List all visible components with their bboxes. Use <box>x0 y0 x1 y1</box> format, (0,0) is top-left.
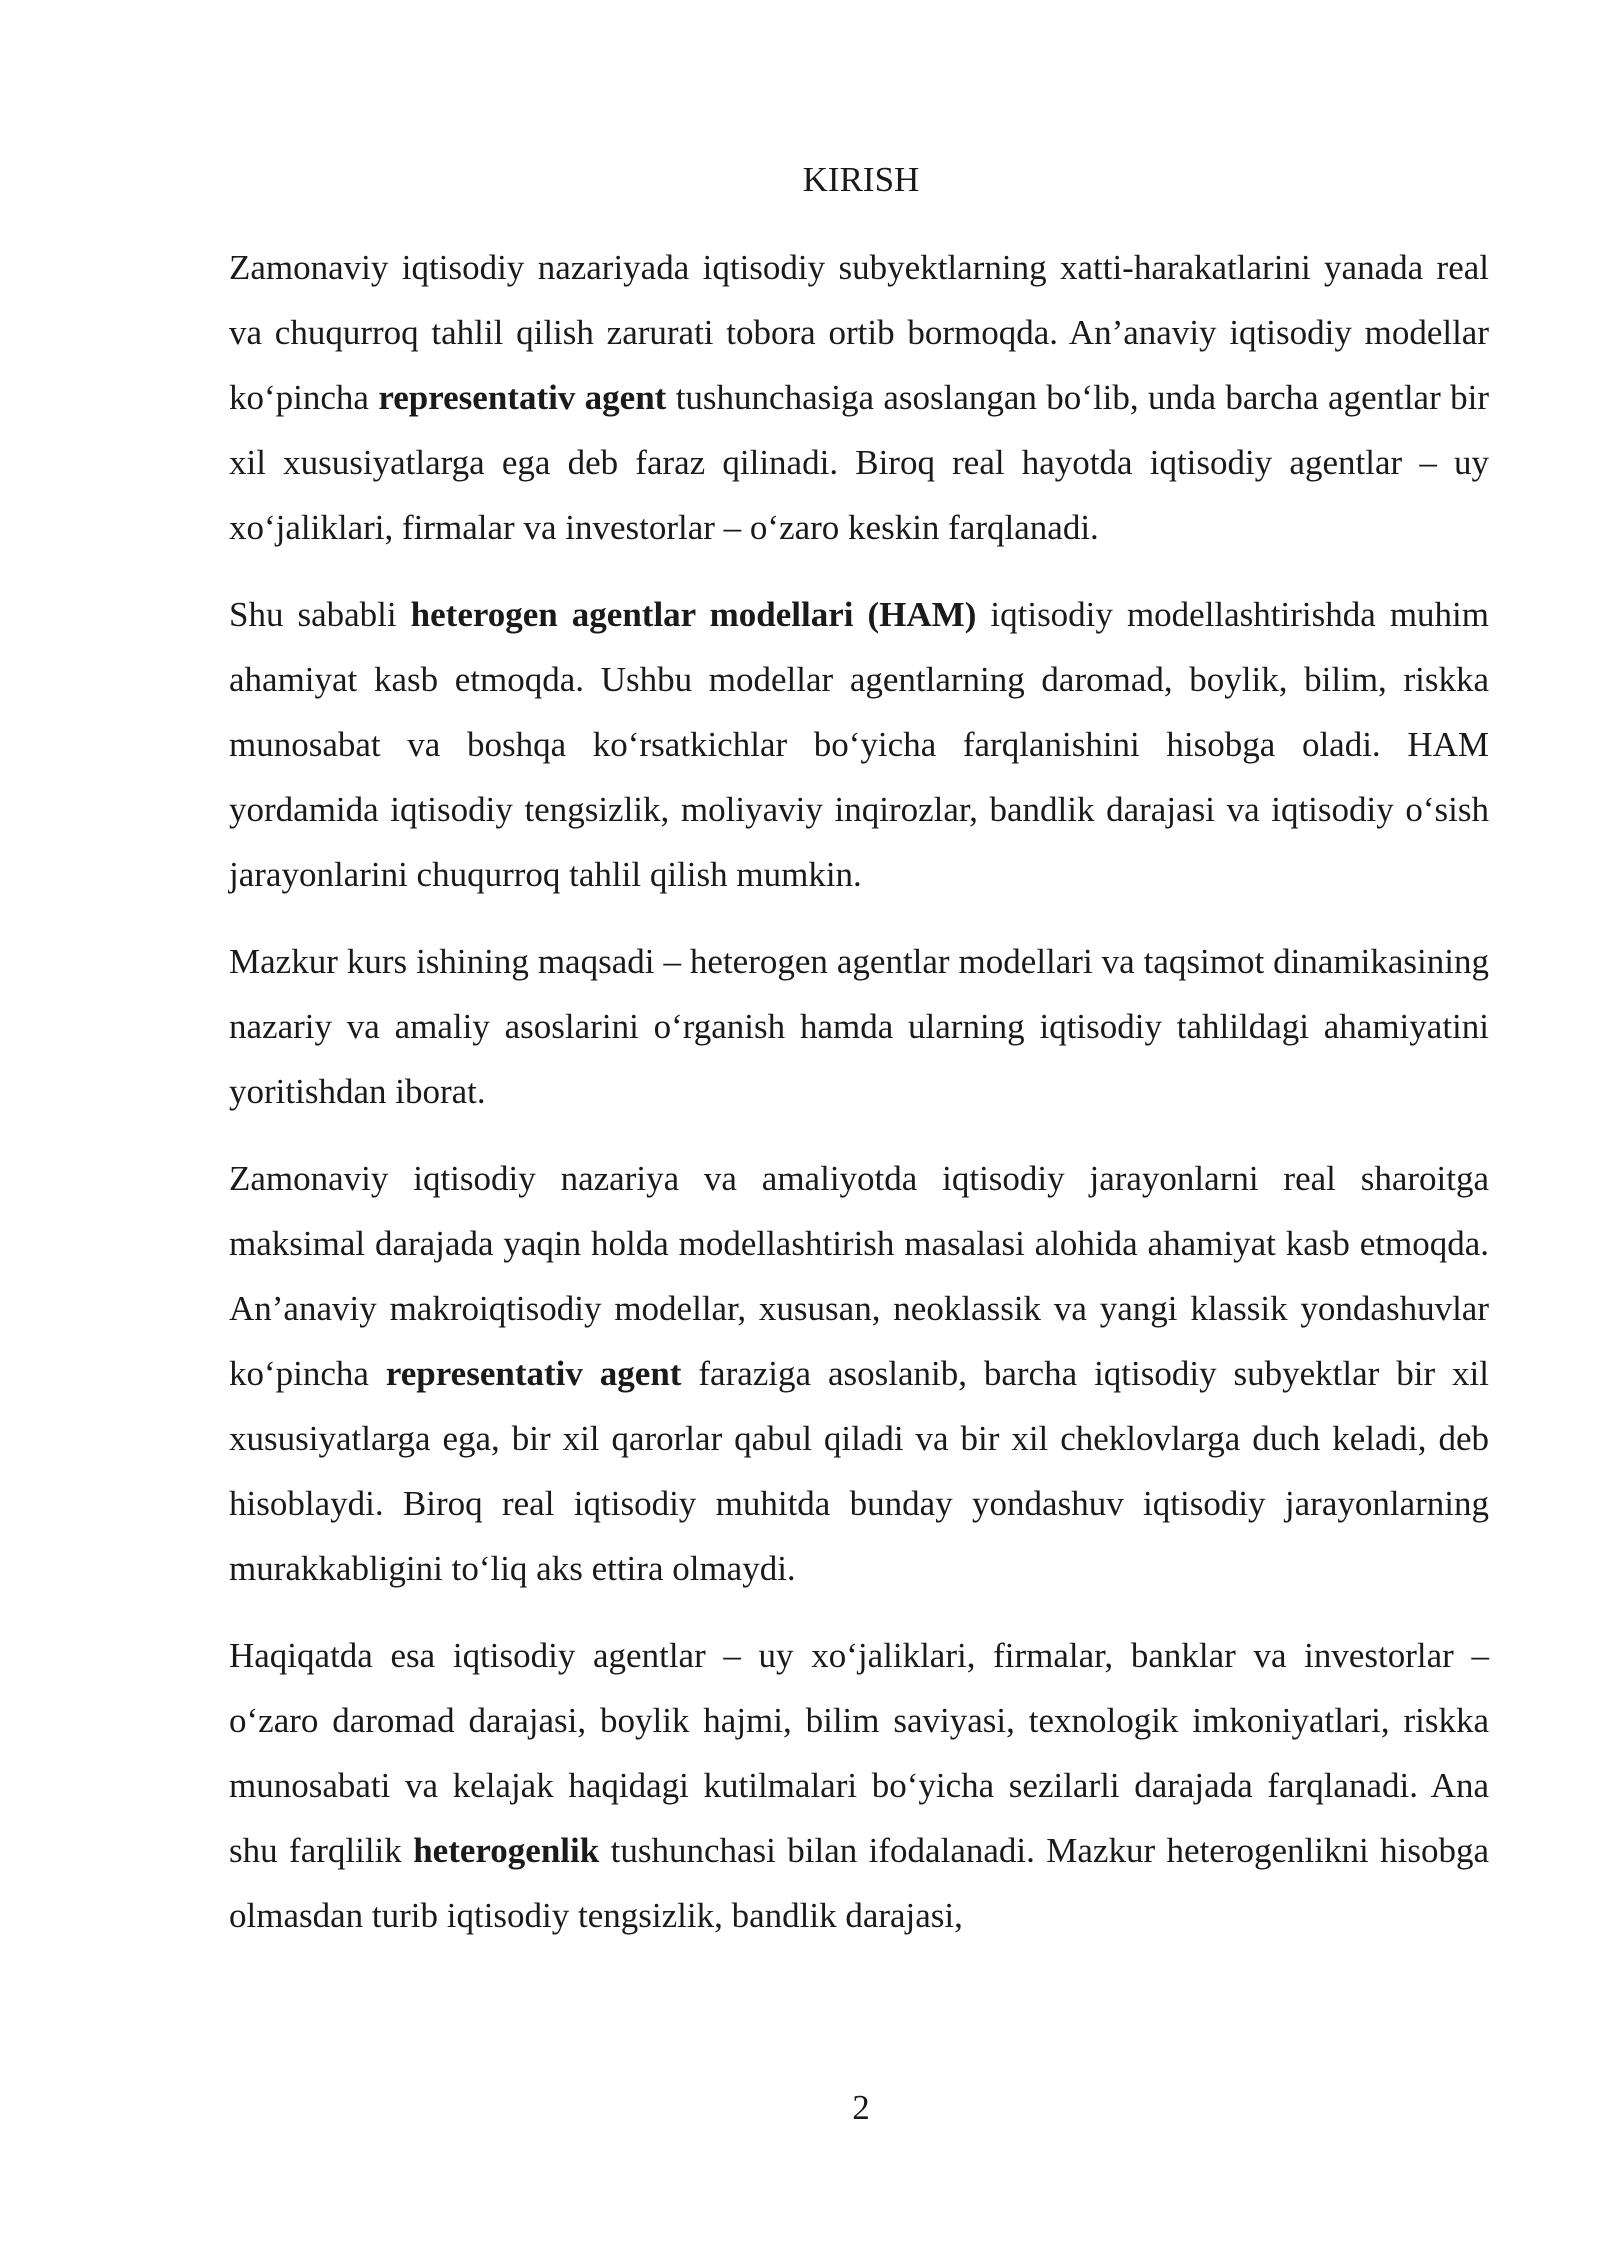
paragraph-4-text-a: Zamonaviy iqtisodiy nazariya va amaliyotda iqtisodiy jarayonlarni real sharoitga maksimal darajada yaqin holda modellashtirish masalasi alohida ahamiyat kasb etmoqda. An’anaviy makroiqtisodiy modellar, xususan, neoklassik va yangi klassik yondashuvlar ko‘pincha <box>229 1159 1489 1393</box>
paragraph-2-bold-term: heterogen agentlar modellari (HAM) <box>410 595 977 634</box>
paragraph-2-text-a: Shu sababli <box>229 595 411 634</box>
body-text <box>229 235 1489 1970</box>
paragraph-3-text-a: Mazkur kurs ishining maqsadi – heterogen agentlar modellari va taqsimot dinamikasining nazariy va amaliy asoslarini o‘rganish hamda ularning iqtisodiy tahlildagi ahamiyatini yoritishdan iborat. <box>229 942 1489 1111</box>
paragraph-5-bold-term: heterogenlik <box>413 1831 600 1870</box>
paragraph-4-text-b: faraziga asoslanib, barcha iqtisodiy subyektlar bir xil xususiyatlarga ega, bir xil qarorlar qabul qiladi va bir xil cheklovlarga duch keladi, deb hisoblaydi. Biroq real iqtisodiy muhitda bunday yondashuv iqtisodiy jarayonlarning murakkabligini to‘liq aks ettira olmaydi. <box>229 1354 1489 1588</box>
paragraph-5 <box>229 1623 1489 1948</box>
paragraph-1-text-b: tushunchasiga asoslangan bo‘lib, unda barcha agentlar bir xil xususiyatlarga ega deb faraz qilinadi. Biroq real hayotda iqtisodiy agentlar – uy xo‘jaliklari, firmalar va investorlar – o‘zaro keskin farqlanadi. <box>229 378 1489 547</box>
section-title: KIRISH <box>802 160 920 199</box>
paragraph-3 <box>229 929 1489 1124</box>
paragraph-5-text-a: Haqiqatda esa iqtisodiy agentlar – uy xo‘jaliklari, firmalar, banklar va investorlar – o‘zaro daromad darajasi, boylik hajmi, bilim saviyasi, texnologik imkoniyatlari, riskka munosabati va kelajak haqidagi kutilmalari bo‘yicha sezilarli darajada farqlanadi. Ana shu farqlilik <box>229 1636 1489 1870</box>
paragraph-2 <box>229 582 1489 907</box>
paragraph-1-text-a: Zamonaviy iqtisodiy nazariyada iqtisodiy subyektlarning xatti-harakatlarini yanada real va chuqurroq tahlil qilish zarurati tobora ortib bormoqda. An’anaviy iqtisodiy modellar ko‘pincha <box>229 248 1489 417</box>
paragraph-5-text-b: tushunchasi bilan ifodalanadi. Mazkur heterogenlikni hisobga olmasdan turib iqtisodiy tengsizlik, bandlik darajasi, <box>229 1831 1489 1935</box>
paragraph-4-bold-term: representativ agent <box>385 1354 682 1393</box>
paragraph-1 <box>229 235 1489 560</box>
paragraph-4 <box>229 1146 1489 1601</box>
paragraph-2-text-b: iqtisodiy modellashtirishda muhim ahamiyat kasb etmoqda. Ushbu modellar agentlarning daromad, boylik, bilim, riskka munosabat va boshqa ko‘rsatkichlar bo‘yicha farqlanishini hisobga oladi. HAM yordamida iqtisodiy tengsizlik, moliyaviy inqirozlar, bandlik darajasi va iqtisodiy o‘sish jarayonlarini chuqurroq tahlil qilish mumkin. <box>229 595 1489 894</box>
page-number: 2 <box>852 2088 870 2127</box>
paragraph-1-bold-term: representativ agent <box>378 378 667 417</box>
